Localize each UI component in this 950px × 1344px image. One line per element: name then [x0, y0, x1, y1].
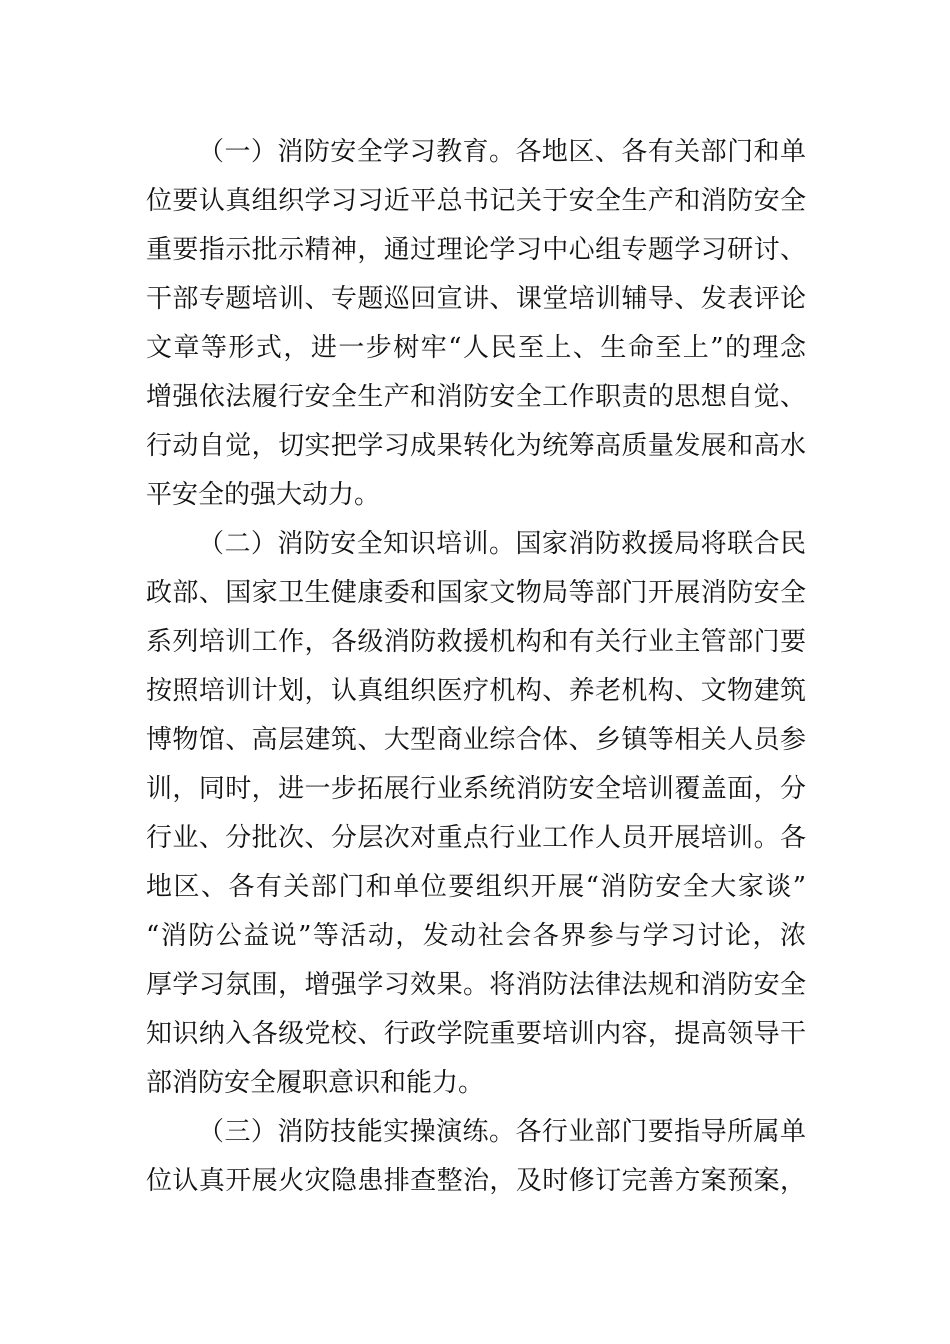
paragraph-line: 位认真开展火灾隐患排查整治，及时修订完善方案预案， — [146, 1166, 806, 1196]
paragraph-line: 系列培训工作，各级消防救援机构和有关行业主管部门要 — [146, 627, 806, 657]
paragraph-line: 按照培训计划，认真组织医疗机构、养老机构、文物建筑 — [146, 676, 806, 706]
document-body — [146, 128, 806, 1206]
paragraph-line: 平安全的强大动力。 — [146, 480, 381, 510]
paragraph-line: 增强依法履行安全生产和消防安全工作职责的思想自觉、 — [146, 382, 806, 412]
paragraph-line: 位要认真组织学习习近平总书记关于安全生产和消防安全 — [146, 186, 806, 216]
paragraph — [146, 128, 806, 520]
paragraph-line: （二）消防安全知识培训。国家消防救援局将联合民 — [198, 529, 806, 559]
paragraph-line: 文章等形式，进一步树牢“人民至上、生命至上”的理念 — [146, 333, 806, 363]
paragraph-line: 部消防安全履职意识和能力。 — [146, 1068, 485, 1098]
paragraph-line: 博物馆、高层建筑、大型商业综合体、乡镇等相关人员参 — [146, 725, 806, 755]
paragraph-line: 政部、国家卫生健康委和国家文物局等部门开展消防安全 — [146, 578, 806, 608]
paragraph-line: （一）消防安全学习教育。各地区、各有关部门和单 — [198, 137, 806, 167]
paragraph-line: 厚学习氛围，增强学习效果。将消防法律法规和消防安全 — [146, 970, 806, 1000]
paragraph — [146, 520, 806, 1108]
paragraph-line: 重要指示批示精神，通过理论学习中心组专题学习研讨、 — [146, 235, 806, 265]
paragraph-line: 干部专题培训、专题巡回宣讲、课堂培训辅导、发表评论 — [146, 284, 806, 314]
paragraph-line: 知识纳入各级党校、行政学院重要培训内容，提高领导干 — [146, 1019, 806, 1049]
paragraph-line: “消防公益说”等活动，发动社会各界参与学习讨论，浓 — [146, 921, 806, 951]
paragraph-line: 地区、各有关部门和单位要组织开展“消防安全大家谈” — [146, 872, 806, 902]
paragraph-line: 训，同时，进一步拓展行业系统消防安全培训覆盖面，分 — [146, 774, 806, 804]
paragraph — [146, 1108, 806, 1206]
paragraph-line: （三）消防技能实操演练。各行业部门要指导所属单 — [198, 1117, 806, 1147]
paragraph-line: 行动自觉，切实把学习成果转化为统筹高质量发展和高水 — [146, 431, 806, 461]
paragraph-line: 行业、分批次、分层次对重点行业工作人员开展培训。各 — [146, 823, 806, 853]
